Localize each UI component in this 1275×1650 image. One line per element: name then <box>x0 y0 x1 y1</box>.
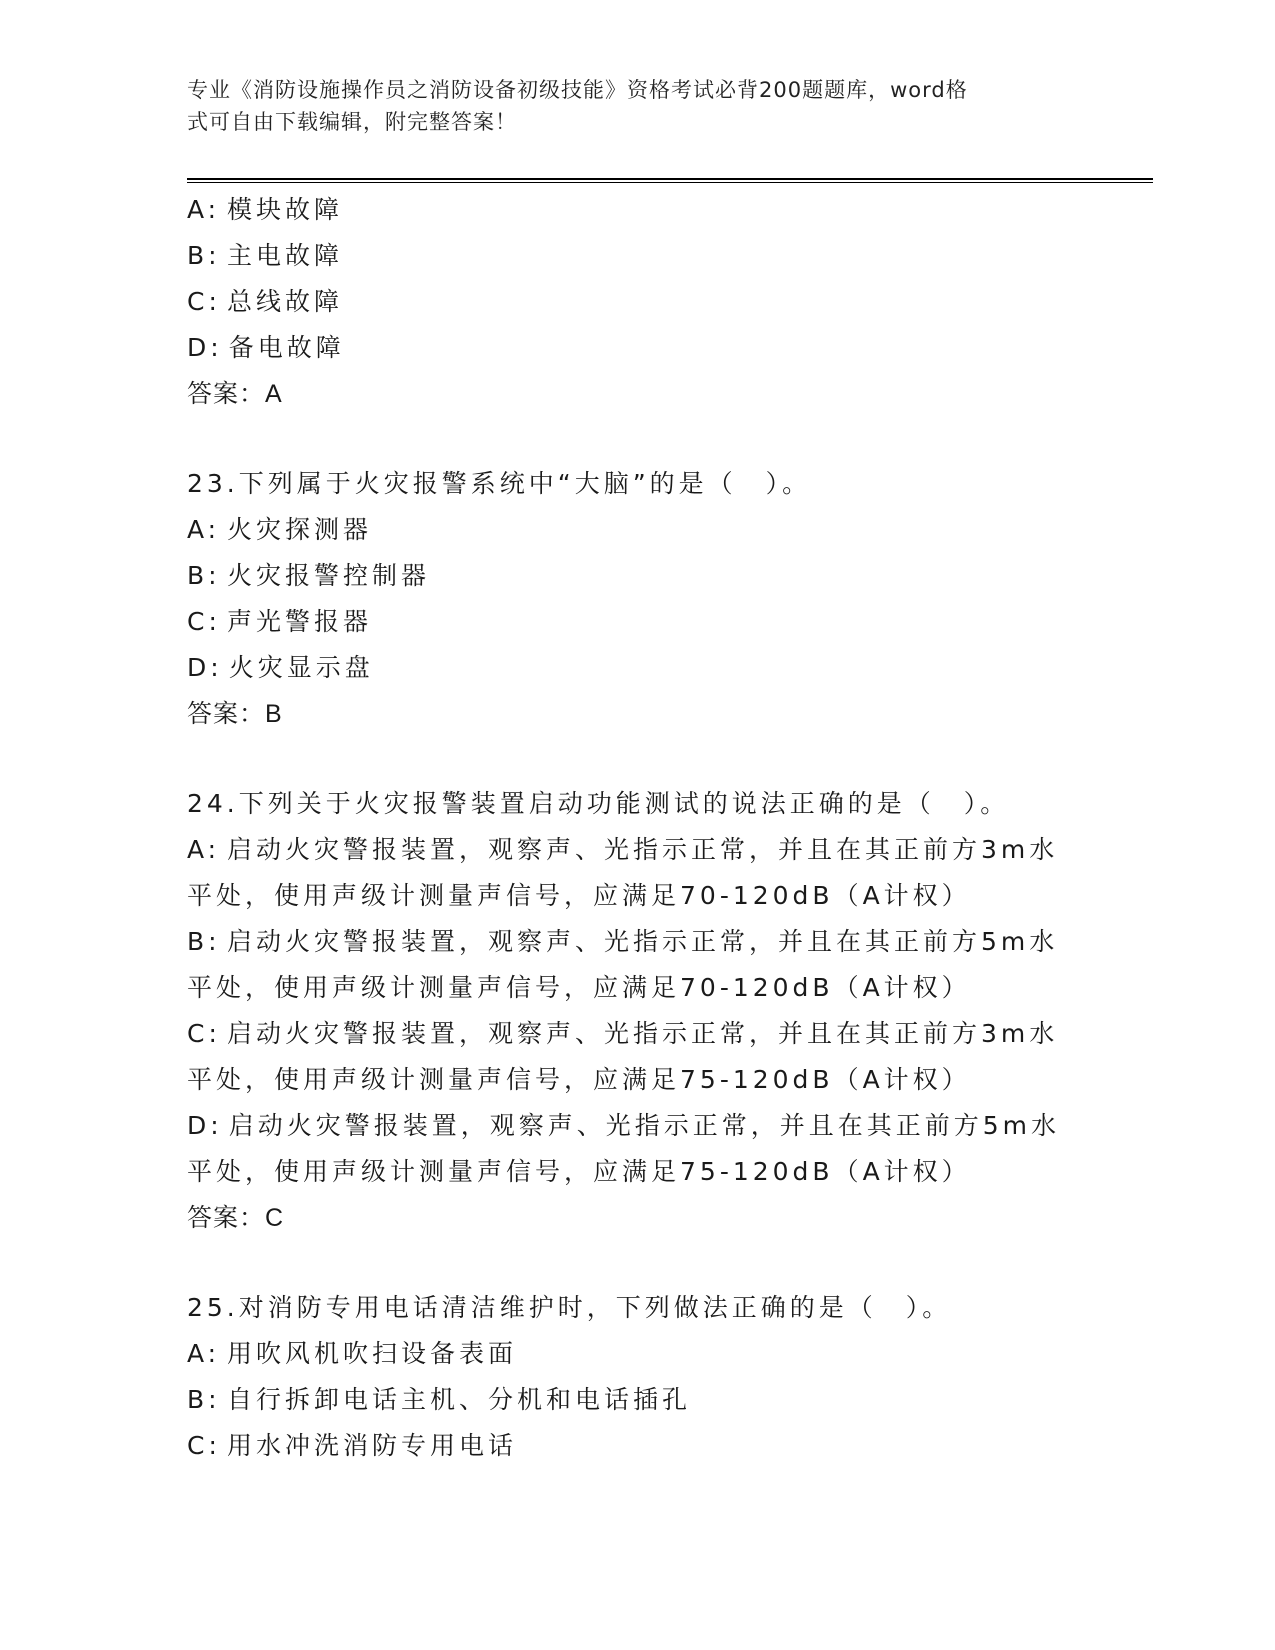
option-b-continued: 平处，使用声级计测量声信号，应满足70-120dB（A计权） <box>187 973 971 1002</box>
header-divider <box>187 178 1153 183</box>
option-a: A: 火灾探测器 <box>187 515 373 544</box>
question-23 <box>187 461 1087 737</box>
option-b: B: 启动火灾警报装置，观察声、光指示正常，并且在其正前方5m水 <box>187 927 1059 956</box>
question-text: 23.下列属于火灾报警系统中“大脑”的是（ ）。 <box>187 469 812 498</box>
option-b: B: 火灾报警控制器 <box>187 561 431 590</box>
answer: 答案：C <box>187 1204 285 1232</box>
option-d: D: 火灾显示盘 <box>187 653 374 682</box>
header-line-1: 专业《消防设施操作员之消防设备初级技能》资格考试必背200题题库，word格 <box>187 78 968 102</box>
option-c: C: 启动火灾警报装置，观察声、光指示正常，并且在其正前方3m水 <box>187 1019 1059 1048</box>
option-c: C: 声光警报器 <box>187 607 373 636</box>
option-c: C: 用水冲洗消防专用电话 <box>187 1431 518 1460</box>
header-line-2: 式可自由下载编辑，附完整答案！ <box>187 110 517 134</box>
document-header <box>187 74 1067 138</box>
option-a: A: 用吹风机吹扫设备表面 <box>187 1339 518 1368</box>
option-a: A: 模块故障 <box>187 195 344 224</box>
question-24 <box>187 781 1087 1241</box>
question-text: 24.下列关于火灾报警装置启动功能测试的说法正确的是（ ）。 <box>187 789 1010 818</box>
option-c: C: 总线故障 <box>187 287 344 316</box>
option-c-continued: 平处，使用声级计测量声信号，应满足75-120dB（A计权） <box>187 1065 971 1094</box>
answer: 答案：A <box>187 380 283 408</box>
question-list <box>187 187 1087 1469</box>
option-a: A: 启动火灾警报装置，观察声、光指示正常，并且在其正前方3m水 <box>187 835 1059 864</box>
option-a-continued: 平处，使用声级计测量声信号，应满足70-120dB（A计权） <box>187 881 971 910</box>
question-text: 25.对消防专用电话清洁维护时，下列做法正确的是（ ）。 <box>187 1293 952 1322</box>
option-d: D: 备电故障 <box>187 333 345 362</box>
option-d-continued: 平处，使用声级计测量声信号，应满足75-120dB（A计权） <box>187 1157 971 1186</box>
question-25 <box>187 1285 1087 1469</box>
option-d: D: 启动火灾警报装置，观察声、光指示正常，并且在其正前方5m水 <box>187 1111 1060 1140</box>
option-b: B: 自行拆卸电话主机、分机和电话插孔 <box>187 1385 692 1414</box>
option-b: B: 主电故障 <box>187 241 344 270</box>
question-22 <box>187 187 1087 417</box>
answer: 答案：B <box>187 700 283 728</box>
